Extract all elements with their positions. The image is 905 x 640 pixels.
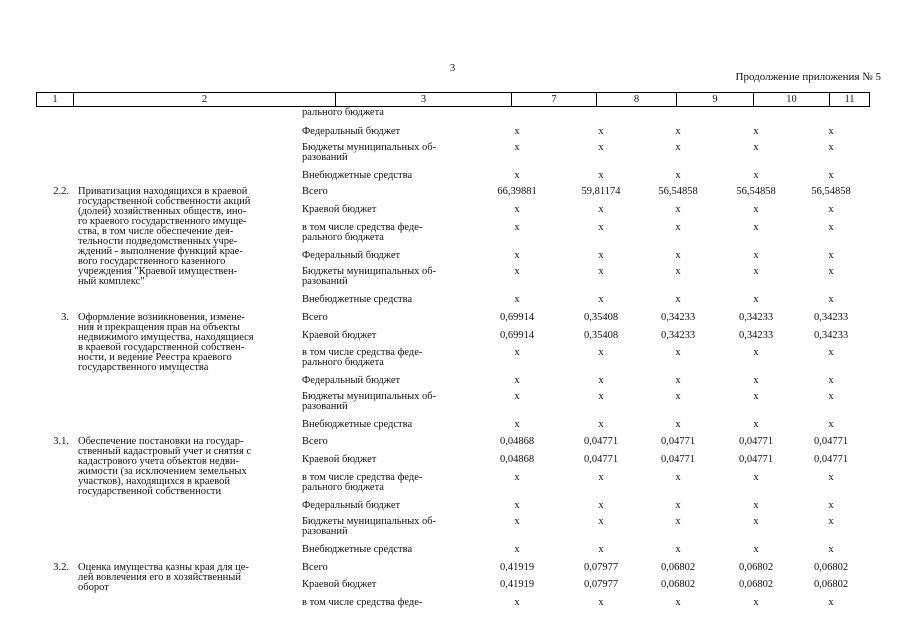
row-value: x — [598, 391, 604, 402]
row-value: x — [514, 472, 520, 483]
row-value: x — [598, 347, 604, 358]
row-value: 0,04771 — [738, 436, 774, 447]
row-value: x — [598, 126, 604, 137]
row-value: x — [598, 250, 604, 261]
row-source: Бюджеты муниципальных об- разований — [302, 391, 437, 412]
row-value: 0,69914 — [499, 312, 535, 323]
row-value: x — [675, 375, 681, 386]
row-value: x — [514, 222, 520, 233]
row-source: в том числе средства феде- рального бюджета — [302, 222, 423, 243]
row-value: x — [753, 142, 759, 153]
row-value: x — [598, 142, 604, 153]
row-value: x — [675, 516, 681, 527]
row-value: x — [675, 204, 681, 215]
row-source: Федеральный бюджет — [302, 500, 401, 511]
row-value: x — [598, 544, 604, 555]
row-source: Бюджеты муниципальных об- разований — [302, 516, 437, 537]
row-value: x — [675, 294, 681, 305]
row-value: 0,41919 — [499, 562, 535, 573]
row-value: x — [598, 375, 604, 386]
row-value: 56,54858 — [811, 186, 851, 197]
header-cell: 11 — [844, 94, 855, 105]
row-value: x — [753, 222, 759, 233]
row-name: Оформление возникновения, измене- ния и прекращения прав на объекты недвижимого имущества, находящиеся в краевой государственной собствен- ности, и ведение Реестра краевого государственного имущества — [78, 312, 254, 373]
row-value: x — [514, 391, 520, 402]
row-value: x — [514, 516, 520, 527]
header-cell: 8 — [597, 93, 677, 106]
row-name: Обеспечение постановки на государ- ственный кадастровый учет и снятия с кадастрового учета объектов недви- жимости (за исключением земельных участков), находящихся в краевой государственной собственности — [78, 436, 252, 497]
row-source: Бюджеты муниципальных об- разований — [302, 142, 437, 163]
header-cell: 9 — [677, 93, 754, 106]
row-value: 0,06802 — [738, 579, 774, 590]
row-value: 0,04771 — [738, 454, 774, 465]
row-value: 66,39881 — [497, 186, 537, 197]
row-source: Внебюджетные средства — [302, 419, 413, 430]
row-source: Федеральный бюджет — [302, 375, 401, 386]
row-value: x — [598, 472, 604, 483]
row-value: x — [753, 472, 759, 483]
row-value: 0,06802 — [738, 562, 774, 573]
row-value: x — [753, 266, 759, 277]
row-value: x — [828, 516, 834, 527]
row-source: Федеральный бюджет — [302, 250, 401, 261]
row-value: 0,06802 — [660, 579, 696, 590]
row-value: x — [598, 516, 604, 527]
row-value: x — [753, 544, 759, 555]
row-value: 0,41919 — [499, 579, 535, 590]
row-source: в том числе средства феде- рального бюджета — [302, 347, 423, 368]
row-value: x — [598, 294, 604, 305]
row-value: 0,69914 — [499, 330, 535, 341]
row-value: 0,06802 — [660, 562, 696, 573]
row-value: x — [828, 266, 834, 277]
row-value: x — [828, 472, 834, 483]
row-source: Бюджеты муниципальных об- разований — [302, 266, 437, 287]
row-value: x — [514, 375, 520, 386]
row-value: x — [753, 250, 759, 261]
row-value: x — [675, 347, 681, 358]
row-number: 2.2. — [53, 186, 69, 197]
row-value: 59,81174 — [581, 186, 621, 197]
row-number: 3.2. — [53, 562, 69, 573]
row-source: Внебюджетные средства — [302, 294, 413, 305]
row-value: 0,04771 — [583, 454, 619, 465]
row-value: x — [675, 544, 681, 555]
row-value: 0,04868 — [499, 436, 535, 447]
row-value: 0,06802 — [813, 579, 849, 590]
row-value: x — [675, 222, 681, 233]
row-source: Внебюджетные средства — [302, 544, 413, 555]
row-value: x — [514, 544, 520, 555]
row-value: x — [514, 170, 520, 181]
row-value: x — [675, 597, 681, 608]
row-value: x — [828, 419, 834, 430]
row-value: x — [828, 250, 834, 261]
row-value: x — [598, 597, 604, 608]
row-value: 0,04771 — [813, 436, 849, 447]
row-value: x — [675, 170, 681, 181]
row-value: x — [828, 126, 834, 137]
row-value: x — [828, 204, 834, 215]
row-value: x — [598, 266, 604, 277]
row-value: 56,54858 — [658, 186, 698, 197]
row-value: x — [514, 142, 520, 153]
row-value: x — [753, 294, 759, 305]
row-value: x — [514, 266, 520, 277]
row-value: x — [514, 250, 520, 261]
row-source: рального бюджета — [302, 107, 384, 118]
row-value: x — [828, 500, 834, 511]
row-value: x — [753, 500, 759, 511]
row-value: 0,34233 — [660, 312, 696, 323]
row-value: x — [514, 204, 520, 215]
row-value: x — [598, 170, 604, 181]
row-value: x — [675, 500, 681, 511]
row-value: 0,04771 — [660, 436, 696, 447]
row-value: 0,34233 — [738, 330, 774, 341]
row-source: Всего — [302, 436, 328, 447]
row-value: 0,04868 — [499, 454, 535, 465]
row-value: x — [828, 142, 834, 153]
row-value: x — [514, 294, 520, 305]
row-value: x — [828, 347, 834, 358]
row-value: x — [828, 222, 834, 233]
row-value: 0,06802 — [813, 562, 849, 573]
row-value: x — [753, 516, 759, 527]
row-source: Краевой бюджет — [302, 330, 377, 341]
row-value: x — [514, 597, 520, 608]
row-source: Внебюджетные средства — [302, 170, 413, 181]
row-value: x — [514, 419, 520, 430]
page-number: 3 — [449, 62, 456, 74]
row-value: x — [828, 375, 834, 386]
header-cell: 3 — [336, 93, 512, 106]
row-number: 3. — [61, 312, 69, 323]
row-source: Всего — [302, 562, 328, 573]
row-value: x — [753, 391, 759, 402]
row-source: в том числе средства феде- рального бюджета — [302, 472, 423, 493]
row-value: x — [753, 170, 759, 181]
row-value: x — [598, 204, 604, 215]
row-value: x — [675, 266, 681, 277]
row-value: 0,34233 — [660, 330, 696, 341]
header-cell: 1 — [37, 93, 74, 106]
row-value: 0,34233 — [813, 330, 849, 341]
row-value: x — [675, 391, 681, 402]
row-value: x — [828, 294, 834, 305]
row-source: Всего — [302, 186, 328, 197]
row-value: x — [753, 597, 759, 608]
row-value: x — [514, 126, 520, 137]
row-value: x — [753, 375, 759, 386]
row-value: x — [828, 391, 834, 402]
row-value: x — [675, 126, 681, 137]
row-value: x — [598, 419, 604, 430]
row-source: Федеральный бюджет — [302, 126, 401, 137]
row-value: 0,07977 — [583, 579, 619, 590]
row-value: x — [675, 250, 681, 261]
row-value: x — [753, 419, 759, 430]
row-value: 0,35408 — [583, 312, 619, 323]
row-value: x — [753, 126, 759, 137]
row-value: 0,34233 — [813, 312, 849, 323]
row-source: Краевой бюджет — [302, 579, 377, 590]
row-number: 3.1. — [53, 436, 69, 447]
row-value: 0,07977 — [583, 562, 619, 573]
row-value: x — [753, 204, 759, 215]
row-source: Краевой бюджет — [302, 204, 377, 215]
row-value: 0,04771 — [583, 436, 619, 447]
header-cell: 7 — [512, 93, 597, 106]
header-cell: 2 — [74, 93, 336, 106]
row-value: x — [753, 347, 759, 358]
row-value: x — [828, 170, 834, 181]
row-value: x — [675, 472, 681, 483]
row-value: x — [675, 419, 681, 430]
row-value: 0,04771 — [813, 454, 849, 465]
row-value: 56,54858 — [736, 186, 776, 197]
row-value: x — [675, 142, 681, 153]
row-value: x — [828, 597, 834, 608]
row-source: Краевой бюджет — [302, 454, 377, 465]
row-value: x — [514, 500, 520, 511]
row-source: Всего — [302, 312, 328, 323]
row-value: x — [828, 544, 834, 555]
row-value: x — [514, 347, 520, 358]
header-cell: 10 — [754, 93, 830, 106]
row-value: x — [598, 500, 604, 511]
row-value: x — [598, 222, 604, 233]
row-name: Оценка имущества казны края для це- лей вовлечения его в хозяйственный оборот — [78, 562, 249, 593]
row-value: 0,35408 — [583, 330, 619, 341]
row-value: 0,34233 — [738, 312, 774, 323]
continuation-label: Продолжение приложения № 5 — [735, 71, 881, 83]
row-value: 0,04771 — [660, 454, 696, 465]
row-name: Приватизация находящихся в краевой государственной собственности акций (долей) хозяйственных обществ, ино- го краевого государственного имуще- ства, в том числе обеспечение дея- тельности подведомственных учре- ждений - выполнение функций крае- вого государственного казенного учреждения "Краевой имуществен- ный комплекс" — [78, 186, 251, 287]
row-source: в том числе средства феде- — [302, 597, 423, 608]
